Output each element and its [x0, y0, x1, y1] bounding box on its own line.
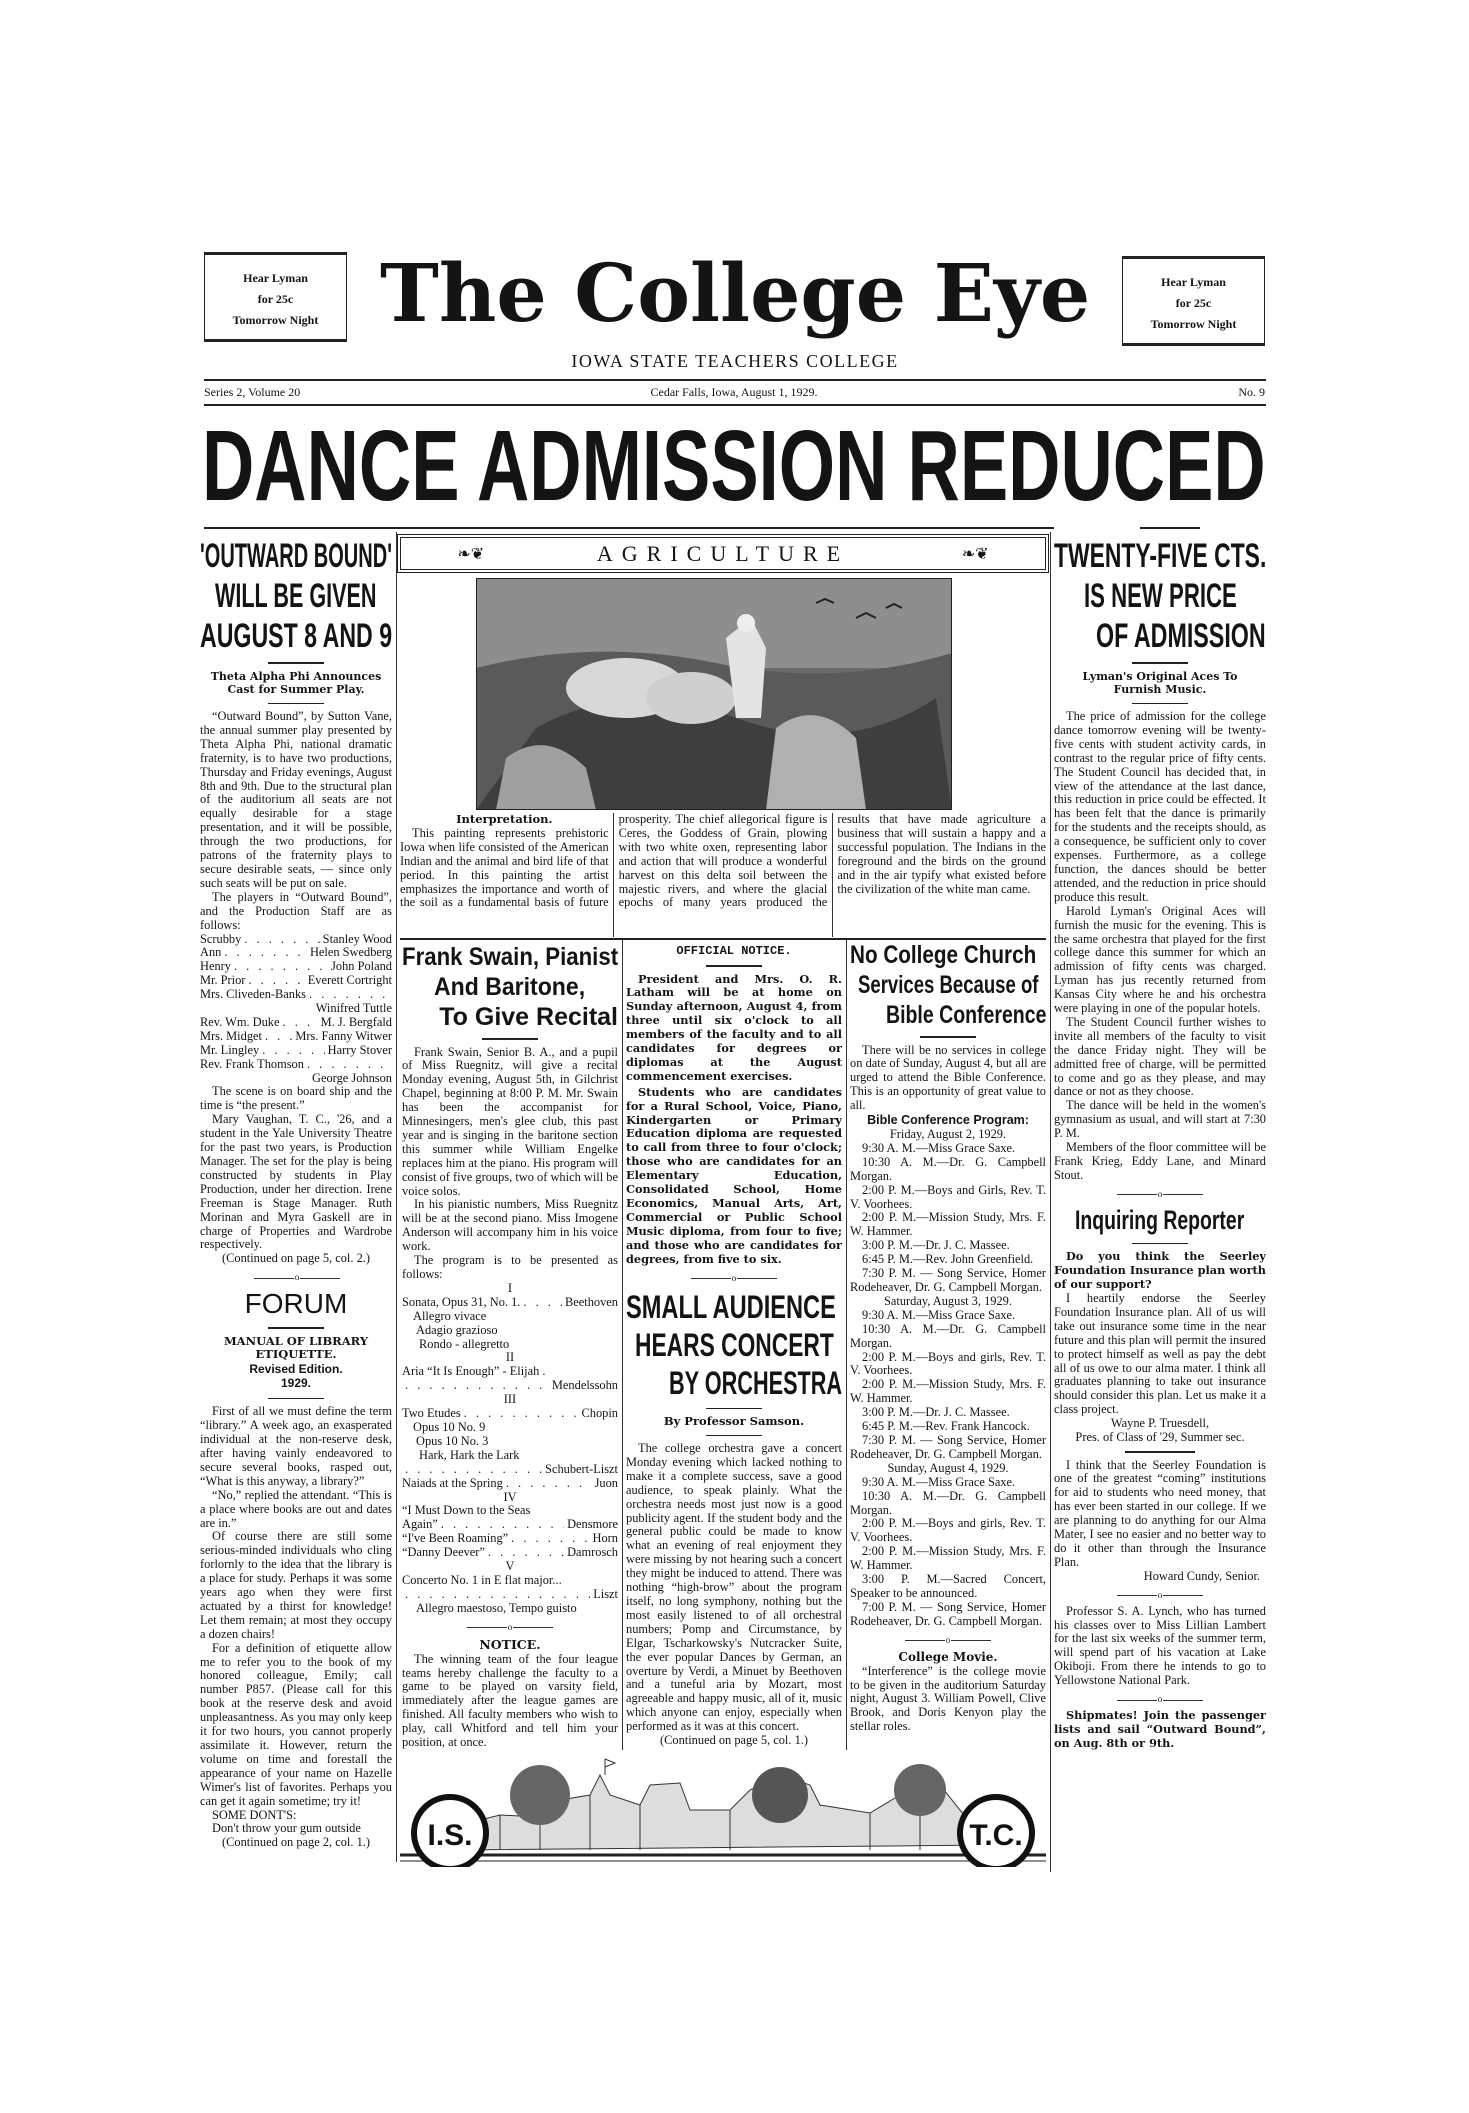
dot-leader — [224, 946, 307, 960]
shipmates-item: Shipmates! Join the passenger lists and sail “Outward Bound”, on Aug. 8th or 9th. — [1054, 1708, 1266, 1750]
dot-leader — [265, 1030, 292, 1044]
newspaper-title: The College Eye — [380, 246, 1091, 340]
painting-caption — [400, 813, 1046, 937]
program-piece: “I've Been Roaming” — [402, 1531, 509, 1546]
column-rule — [1050, 532, 1051, 1872]
program-piece: Concerto No. 1 in E flat major... — [402, 1572, 562, 1587]
right-seal-text: T.C. — [969, 1819, 1023, 1852]
program-composer: Densmore — [567, 1517, 618, 1532]
subhead: Lyman's Original Aces To Furnish Music. — [1082, 669, 1238, 696]
subhead: 1929. — [280, 1375, 312, 1390]
program-line — [402, 1574, 618, 1588]
program-piece: “I Must Down to the Seas — [402, 1503, 531, 1518]
paragraph: For a definition of etiquette allow me to refer you to the book of my honored colleague, Emily; call number P857. (Please call for this book at the reserve desk and avoid unpleasantness. As you may only keep it for two hours, you cannot properly assimilate it. However, return the volume on time and forestall the appearance of your name on Hazelle Wimer's list of favorites. Perhaps you can get it again sometime; try it! — [200, 1640, 392, 1808]
headline-line: IS NEW PRICE — [1083, 577, 1237, 615]
ear-text: Hear Lyman — [243, 271, 308, 285]
paragraph: In his pianistic numbers, Miss Ruegnitz will be at the second piano. Miss Imogene Anderson will accompany him in his voice work. — [402, 1197, 618, 1254]
program-composer: Liszt — [593, 1586, 618, 1601]
dot-leader — [405, 1463, 542, 1477]
schedule-item: 7:00 P. M. — Song Service, Homer Rodeheaver, Dr. G. Campbell Morgan. — [850, 1599, 1046, 1628]
schedule-item: 2:00 P. M.—Mission Study, Mrs. F. W. Hammer. — [850, 1377, 1046, 1406]
dateline: Cedar Falls, Iowa, August 1, 1929. — [650, 385, 818, 399]
program-line — [402, 1477, 618, 1491]
program-line — [402, 1296, 618, 1310]
schedule-item: 9:30 A. M.—Miss Grace Saxe. — [862, 1474, 1016, 1489]
cast-role: Mr. Lingley — [200, 1042, 260, 1057]
bible-schedule — [850, 1128, 1046, 1629]
paragraph: The Student Council further wishes to invite all members of the faculty to visit the dance Friday night. They will be admitted free of charge, will be permitted to come and go as they please, and may dance or not as they choose. — [1054, 1014, 1266, 1099]
column-4: No College Church Services Because of Bible Conference There will be no services in college on date of Sunday, August 4, but all are urged to attend the Bible Conference. This is an opportunity of great value to all. Bible Conference Program: Friday, August 2, 1929. 9:30 A. M.—Miss Grace Saxe. 10:30 A. M.—Dr. G. Campbell Morgan. 2:00 P. M.—Boys and Girls, Rev. T. V. Voorhees. 2:00 P. M.—Mission Study, Mrs. F. W. Hammer. 3:00 P. M.—Dr. J. C. Massee. 6:45 P. M.—Rev. John Greenfield. 7:30 P. M. — Song Service, Homer Rodeheaver, Dr. G. Campbell Morgan. Saturday, August 3, 1929. 9:30 A. M.—Miss Grace Saxe. 10:30 A. M.—Dr. G. Campbell Morgan. 2:00 P. M.—Boys and girls, Rev. T. V. Voorhees. 2:00 P. M.—Mission Study, Mrs. F. W. Hammer. 3:00 P. M.—Dr. J. C. Massee. 6:45 P. M.—Rev. Frank Hancock. 7:30 P. M. — Song Service, Homer Rodeheaver, Dr. G. Campbell Morgan. Sunday, August 4, 1929. 9:30 A. M.—Miss Grace Saxe. 10:30 A. M.—Dr. G. Campbell Morgan. 2:00 P. M.—Boys and girls, Rev. T. V. Voorhees. 2:00 P. M.—Mission Study, Mrs. F. W. Hammer. 3:00 P. M.—Sacred Concert, Speaker to be announced. 7:00 P. M. — Song Service, Homer Rodeheaver, Dr. G. Campbell Morgan. o College Movie. “Interference” is the college movie to be given in the auditorium Saturday night, August 3. William Powell, Clive Brook, and Doris Kenyon play the stellar roles. — [850, 941, 1046, 1734]
program-group-numeral: V — [505, 1559, 515, 1574]
cast-actor: Stanley Wood — [322, 931, 392, 946]
dot-leader — [262, 1044, 324, 1058]
dot-leader — [248, 974, 304, 988]
concert-article — [626, 1288, 842, 1748]
program-composer: Horn — [592, 1531, 618, 1546]
agriculture-label: AGRICULTURE — [596, 540, 850, 566]
continued-link[interactable]: (Continued on page 2, col. 1.) — [222, 1835, 370, 1850]
paragraph: “Outward Bound”, by Sutton Vane, the annual summer play presented by Theta Alpha Phi, national dramatic fraternity, is to have two productions, Thursday and Friday evenings, August 8th and 9th. Due to the structural plan of the auditorium all seats are not equally desirable for a stage presentation, and it will be possible, through the two productions, for patrons of the fraternity plays to secure desirable seats, — since only such seats will be put on sale. — [200, 709, 392, 890]
column-1: 'OUTWARD BOUND' WILL BE GIVEN AUGUST 8 AND 9 Theta Alpha Phi Announces Cast for Summer Play. “Outward Bound”, by Sutton Vane, the annual summer play presented by Theta Alpha Phi, national dramatic fraternity, is to have two productions, Thursday and Friday evenings, August 8th and 9th. Due to the structural plan of the auditorium all seats are not equally desirable for a stage presentation, and it will be possible, through the two productions, for patrons of the fraternity plays to secure desirable seats, — since only such seats will be put on sale. The players in “Outward Bound”, and the Production Staff are as follows: Scrubby . . . Stanley Wood Ann . . . Helen Swedberg Henry . . . John Poland Mr. Prior . . . Everett Cortright Mrs. Cliveden-Banks . . . Winifred Tuttle Rev. Wm. Duke . . . M. J. Bergfald Mrs. Midget . . . Mrs. Fanny Witwer Mr. Lingley . . . Harry Stover Rev. Frank Thomson . . . George Johnson The scene is on board ship and the time is “the present.” Mary Vaughan, T. C., '26, and a student in the Yale University Theatre for the past two years, is Production Manager. The set for the play is being constructed by students in Play Production, under her direction. Irene Freeman is Stage Manager. Ruth Morinan and Myra Gaskell are in charge of Properties and Wardrobe respectively. (Continued on page 5, col. 2.) o FORUM MANUAL OF LIBRARY ETIQUETTE. Revised Edition. 1929. First of all we must define the term “library.” A week ago, an exasperated individual at the non-reserve desk, after having vainly endeavored to secure several books, rasped out, “What is this anyway, a library?” “No,” replied the attendant. “This is a place where books are out and dates are in.” Of course there are still some serious-minded individuals who cling forlornly to the idea that the library is a place for study. Perhaps it was some years ago when they were first actuated by a thirst for knowledge! Let them remain; at most they occupy a dozen chairs! For a definition of etiquette allow me to refer you to the book of my honored colleague, Emily; call number P857. (Please call for this book at the reserve desk and avoid unpleasantness. As you may only keep it for two hours, you cannot properly assimilate it. However, return the volume on time and forestall the appearance of your name on Hazelle Wimer's list of favorites. Perhaps you can get it again sometime; try it! SOME DONT'S: Don't throw your gum outside (Continued on page 2, col. 1.) — [200, 536, 392, 1862]
program-piece: Two Etudes — [402, 1406, 461, 1421]
paragraph: The college orchestra gave a concert Monday evening which lacked nothing to make it a complete success, save a good audience, to speak plainly. What the orchestra needs most just now is a good publicity agent. If the student body and the general public could be made to know what an evening of real enjoyment they were missing by not hearing such a concert they might be induced to attend. There was nothing “high-brow” about the program itself, no long symphony, nothing but the most easily listened to of all orchestral numbers; Pomp and Circumstance, by Elgar, Tscharkowsky's Nutcracker Suite, the ever popular Dances by German, an overture by Verdi, a Minuet by Beethoven and a tuneful aria by Mozart, most agreeable and happy music, all of it, music which anyone can enjoy, especially when performed as it was at this concert. — [626, 1441, 842, 1734]
subhead: Revised Edition. — [249, 1361, 343, 1376]
program-composer: Chopin — [581, 1406, 618, 1421]
program-composer: Damrosch — [567, 1545, 618, 1560]
program-piece: “Danny Deever” — [402, 1545, 485, 1560]
dot-leader — [234, 960, 328, 974]
program-piece: Opus 10 No. 9 — [413, 1419, 486, 1434]
program-line — [402, 1435, 618, 1449]
church-article — [850, 940, 1046, 1629]
schedule-day: Friday, August 2, 1929. — [889, 1127, 1007, 1142]
cast-row — [200, 1030, 392, 1044]
program-piece: Aria “It Is Enough” - Elijah . — [402, 1364, 546, 1379]
dot-leader — [441, 1518, 564, 1532]
cast-role: Henry — [200, 959, 231, 974]
cast-actor: M. J. Bergfald — [320, 1014, 392, 1029]
program-title: Bible Conference Program: — [867, 1113, 1029, 1128]
program-piece: Allegro maestoso, Tempo guisto — [416, 1600, 577, 1615]
column-rule — [396, 532, 397, 1862]
inquiring-reporter — [1054, 1204, 1266, 1584]
masthead-rule — [204, 379, 1266, 381]
paragraph: Students who are candidates for a Rural School, Voice, Piano, Kindergarten or Primary Education diploma are requested to call from three to four o'clock; those who are candidates for an Elementary Education, Consolidated School, Home Economics, Manual Arts, Art, Commercial or Public School Music diploma, from four to five; and those who are candidates for degrees, from five to six. — [626, 1084, 842, 1266]
forum-article — [200, 1287, 392, 1850]
paragraph: President and Mrs. O. R. Latham will be at home on Sunday afternoon, August 4, from three until six o'clock to all members of the faculty and to all candidates for degrees or diplomas at the August commencement exercises. — [626, 971, 842, 1083]
paragraph: I heartily endorse the Seerley Foundation Insurance plan. All of us will take out insurance some time in the near future and this plan will permit the insured to protect himself as well as pay the debt all of us owe to our alma mater. I think all graduates planning to take out insurance should consider this plan. Let us make it a class project. — [1054, 1291, 1266, 1417]
cast-actor: Winifred Tuttle — [315, 1001, 392, 1016]
cast-role: Scrubby — [200, 931, 242, 946]
official-notice-title: OFFICIAL NOTICE. — [676, 944, 792, 958]
paragraph: The program is to be presented as follows: — [402, 1253, 618, 1281]
cast-actor: John Poland — [331, 959, 392, 974]
banner-rule — [204, 527, 1054, 529]
nameplate — [380, 244, 1090, 342]
notice-article — [402, 1637, 618, 1750]
headline-line: BY ORCHESTRA — [668, 1364, 842, 1401]
program-line — [402, 1532, 618, 1546]
program-line — [402, 1463, 618, 1477]
paragraph: Of course there are still some serious-minded individuals who cling forlornly to the idea that the library is a place for study. Perhaps it was some years ago when they were first actuated by a thirst for knowledge! Let them remain; at most they occupy a dozen chairs! — [200, 1529, 392, 1641]
headline-line: No College Church — [850, 941, 1037, 969]
subhead: MANUAL OF LIBRARY ETIQUETTE. — [223, 1333, 369, 1362]
cast-row — [200, 1044, 392, 1058]
lynch-item: Professor S. A. Lynch, who has turned his classes over to Miss Lillian Lambert for the last six weeks of the summer term, will spend part of his vacation at Lake Okiboji. From there he intends to go to Yellowstone National Park. — [1054, 1603, 1266, 1688]
continued-link[interactable]: (Continued on page 5, col. 2.) — [222, 1251, 370, 1266]
program-piece: Naiads at the Spring — [402, 1475, 503, 1490]
caption-text: This painting represents prehistoric Iowa when life consisted of the American Indian and the animal and bird life of that period. In this painting the artist emphasizes the importance and worth of the soil as a fundamental basis of future prosperity. The chief allegorical figure is Ceres, the Goddess of Grain, plowing with two white oxen, representing labor and action that will produce a wonderful harvest on this delta soil between the majestic rivers, and where the glacial epochs of many years produced the results that have made agriculture a business that will sustain a happy and a successful population. The Indians in the foreground and the birds on the ground and in the air typify what existed before the civilization of the white man came. — [400, 813, 1046, 910]
official-notice — [626, 944, 842, 1267]
cast-list — [200, 933, 392, 1086]
cast-row — [200, 960, 392, 974]
program-line — [402, 1588, 618, 1602]
paragraph: The players in “Outward Bound”, and the Production Staff are as follows: — [200, 889, 392, 932]
cast-actor: Everett Cortright — [307, 973, 392, 988]
schedule-item: 2:00 P. M.—Mission Study, Mrs. F. W. Hammer. — [850, 1544, 1046, 1573]
schedule-day: Saturday, August 3, 1929. — [884, 1293, 1012, 1308]
schedule-item: 6:45 P. M.—Rev. Frank Hancock. — [862, 1419, 1030, 1434]
signature: Howard Cundy, Senior. — [1143, 1568, 1260, 1583]
question: Do you think the Seerley Foundation Insurance plan worth of our support? — [1054, 1249, 1266, 1292]
program-line — [402, 1407, 618, 1421]
cast-actor: Harry Stover — [327, 1042, 392, 1057]
cast-row — [200, 946, 392, 960]
program-group-numeral: I — [507, 1280, 513, 1295]
caption-title: Interpretation. — [456, 813, 553, 826]
signature-title: Pres. of Class of '29, Summer sec. — [1075, 1430, 1245, 1445]
paragraph: Don't throw your gum outside — [212, 1821, 361, 1836]
ear-text: Hear Lyman — [1161, 275, 1226, 289]
cast-row — [200, 974, 392, 988]
program-piece: Again” — [402, 1517, 438, 1532]
headline-line: Bible Conference — [885, 1001, 1046, 1029]
schedule-item: 7:30 P. M. — Song Service, Homer Rodeheaver, Dr. G. Campbell Morgan. — [850, 1432, 1046, 1461]
ear-box-right — [1122, 256, 1265, 346]
schedule-item: 2:00 P. M.—Boys and girls, Rev. T. V. Voorhees. — [850, 1516, 1046, 1545]
series-volume: Series 2, Volume 20 — [204, 385, 301, 399]
program-line — [402, 1602, 618, 1616]
cast-actor: Mrs. Fanny Witwer — [295, 1028, 392, 1043]
program-composer: Mendelssohn — [551, 1378, 618, 1393]
schedule-item: 3:00 P. M.—Sacred Concert, Speaker to be announced. — [850, 1572, 1046, 1600]
paragraph: SOME DONT'S: — [212, 1807, 297, 1822]
program-line — [402, 1518, 618, 1532]
paragraph: First of all we must define the term “library.” A week ago, an exasperated individual at the non-reserve desk, after having vainly endeavored to secure several books, rasped out, “What is this anyway, a library?” — [200, 1404, 392, 1488]
movie-title: College Movie. — [898, 1649, 998, 1664]
paragraph: There will be no services in college on date of Sunday, August 4, but all are urged to attend the Bible Conference. This is an opportunity of great value to all. — [850, 1042, 1046, 1113]
schedule-day: Sunday, August 4, 1929. — [887, 1460, 1009, 1475]
program-line — [402, 1338, 618, 1352]
schedule-item: 2:00 P. M.—Boys and Girls, Rev. T. V. Voorhees. — [850, 1182, 1046, 1211]
schedule-item: 10:30 A. M.—Dr. G. Campbell Morgan. — [850, 1321, 1046, 1350]
schedule-item: 2:00 P. M.—Boys and girls, Rev. T. V. Voorhees. — [850, 1349, 1046, 1378]
headline-line: 'OUTWARD BOUND' — [200, 537, 392, 575]
program-piece: Rondo - allegretto — [419, 1336, 510, 1351]
dot-leader — [523, 1296, 562, 1310]
headline-line: HEARS CONCERT — [634, 1326, 834, 1363]
ear-text: Tomorrow Night — [232, 313, 319, 327]
program-line — [402, 1379, 618, 1393]
paragraph: Harold Lyman's Original Aces will furnish the music for the evening. This is the same orchestra that played for the first college dance this summer for which an admission of fifty cents was charged. Lyman has jus recently returned from Kansas City where he and his orchestra were playing in one of the popular hotels. — [1054, 903, 1266, 1016]
left-seal-text: I.S. — [427, 1819, 473, 1852]
campus-banner — [400, 1755, 1046, 1867]
program-piece: Sonata, Opus 31, No. 1. — [402, 1294, 521, 1309]
cast-actor: Helen Swedberg — [309, 945, 392, 960]
ornament-icon: ❧❦ — [961, 543, 989, 563]
program-line — [402, 1504, 618, 1518]
paragraph: The dance will be held in the women's gymnasium as usual, and will start at 7:30 P. M. — [1054, 1098, 1266, 1141]
dot-leader — [283, 1016, 318, 1030]
signature: Wayne P. Truesdell, — [1110, 1416, 1210, 1431]
headline-line: SMALL AUDIENCE — [626, 1288, 836, 1325]
schedule-item: 6:45 P. M.—Rev. John Greenfield. — [862, 1252, 1034, 1267]
schedule-item: 3:00 P. M.—Dr. J. C. Massee. — [862, 1405, 1010, 1420]
dot-leader — [307, 1058, 389, 1072]
cast-actor: George Johnson — [312, 1070, 392, 1085]
cast-row — [200, 1016, 392, 1030]
program-piece: Hark, Hark the Lark — [419, 1447, 520, 1462]
subhead: Theta Alpha Phi Announces Cast for Summer Play. — [210, 669, 382, 696]
cast-role: Mrs. Midget — [200, 1028, 262, 1043]
program-composer: Schubert-Liszt — [545, 1461, 618, 1476]
program-group-numeral: II — [505, 1350, 515, 1365]
cast-role: Mrs. Cliveden-Banks — [200, 987, 306, 1002]
paragraph: “No,” replied the attendant. “This is a place where books are out and dates are in.” — [200, 1487, 392, 1530]
headline-line: Services Because of — [857, 971, 1039, 999]
program-piece: Adagio grazioso — [416, 1322, 498, 1337]
program-composer: Beethoven — [565, 1294, 618, 1309]
program-line — [402, 1546, 618, 1560]
schedule-item: 7:30 P. M. — Song Service, Homer Rodeheaver, Dr. G. Campbell Morgan. — [850, 1266, 1046, 1294]
movie-article — [850, 1650, 1046, 1735]
column-3: OFFICIAL NOTICE. President and Mrs. O. R. Latham will be at home on Sunday afternoon, August 4, from three until six o'clock to all members of the faculty and to all candidates for degrees or diplomas at the August commencement exercises. Students who are candidates for a Rural School, Voice, Piano, Kindergarten or Primary Education diploma are requested to call from three to four o'clock; those who are candidates for an Elementary Education, Consolidated School, Home Economics, Manual Arts, Art, Commercial or Public School Music diploma, from four to five; and those who are candidates for degrees, from five to six. o SMALL AUDIENCE HEARS CONCERT BY ORCHESTRA By Professor Samson. The college orchestra gave a concert Monday evening which lacked nothing to make it a complete success, save a good audience, to speak plainly. What the orchestra needs most just now is a good publicity agent. If the student body and the general public could be made to know what an evening of real enjoyment they were missing by not hearing such a concert they might be induced to attend. There was nothing “high-brow” about the program itself, no long symphony, nothing but the most easily listened to of all orchestral numbers; Pomp and Circumstance, by Elgar, Tscharkowsky's Nutcracker Suite, the ever popular Dances by German, an overture by Verdi, a Minuet by Beethoven and a tuneful aria by Mozart, most agreeable and happy music, all of it, music which anyone can enjoy, especially when performed as it was at this concert. (Continued on page 5, col. 1.) — [626, 944, 842, 1748]
outward-bound-article — [200, 536, 392, 1266]
cast-row — [200, 933, 392, 947]
schedule-item: 2:00 P. M.—Mission Study, Mrs. F. W. Hammer. — [850, 1210, 1046, 1239]
program-line — [402, 1449, 618, 1463]
agriculture-painting — [476, 578, 952, 810]
cast-role: Ann — [200, 945, 222, 960]
program-line — [402, 1365, 618, 1379]
cast-role: Mr. Prior — [200, 973, 246, 988]
cast-role: Rev. Wm. Duke — [200, 1014, 280, 1029]
paragraph: The winning team of the four league teams hereby challenge the faculty to a game to be played on varsity field, immediately after the league games are finished. All faculty members who wish to play, call Whitford and tell him your position, at once. — [402, 1651, 618, 1750]
forum-title: FORUM — [244, 1288, 348, 1320]
dot-leader — [511, 1532, 589, 1546]
banner-headline: DANCE ADMISSION REDUCED — [202, 410, 1266, 522]
banner-headline-wrap — [202, 408, 1266, 524]
program-piece: Allegro vivace — [413, 1308, 487, 1323]
headline-line: Inquiring Reporter — [1075, 1204, 1245, 1235]
dot-leader — [506, 1477, 592, 1491]
program-line — [402, 1310, 618, 1324]
recital-program — [402, 1282, 618, 1616]
headline-line: TWENTY-FIVE CTS. — [1054, 537, 1266, 575]
program-group-numeral: III — [503, 1392, 517, 1407]
ear-text: Tomorrow Night — [1150, 317, 1237, 331]
dot-leader — [405, 1379, 549, 1393]
paragraph: I think that the Seerley Foundation is one of the greatest “coming” institutions for aid to students who need money, that has ever been started in our college. If we are planning to do anything for our Alma Mater, I see no easier and no better way to do it other than through the Insurance Plan. — [1054, 1457, 1266, 1569]
dot-leader — [309, 988, 389, 1002]
ear-text: for 25c — [257, 292, 294, 306]
headline-line: Frank Swain, Pianist — [402, 943, 618, 971]
paragraph: Frank Swain, Senior B. A., and a pupil of Miss Ruegnitz, will give a recital Monday evening, August 5th, in Gilchrist Chapel, beginning at 8:00 P. M. Mr. Swain has been the accompanist for Minnesingers, men's glee club, this past year and is singing in the baritone section this summer while William Engelke replaces him at the piano. His program will consist of five groups, two of which will be voice solos. — [402, 1044, 618, 1198]
ornament-icon: ❧❦ — [457, 543, 485, 563]
banner-rule-right — [1140, 527, 1200, 529]
headline-line: To Give Recital — [439, 1003, 618, 1031]
paragraph: “Interference” is the college movie to be given in the auditorium Saturday night, August 3. William Powell, Clive Brook, and Doris Kenyon play the stellar roles. — [850, 1663, 1046, 1734]
schedule-item: 10:30 A. M.—Dr. G. Campbell Morgan. — [850, 1488, 1046, 1517]
dance-article — [1054, 536, 1266, 1183]
cast-role: Rev. Frank Thomson — [200, 1056, 304, 1071]
byline: By Professor Samson. — [663, 1414, 805, 1429]
headline-line: WILL BE GIVEN — [215, 577, 377, 615]
program-line — [402, 1324, 618, 1338]
schedule-item: 10:30 A. M.—Dr. G. Campbell Morgan. — [850, 1154, 1046, 1183]
dot-leader — [464, 1407, 579, 1421]
column-2: Frank Swain, Pianist And Baritone, To Give Recital Frank Swain, Senior B. A., and a pupil of Miss Ruegnitz, will give a recital Monday evening, August 5th, in Gilchrist Chapel, beginning at 8:00 P. M. Mr. Swain has been the accompanist for Minnesingers, men's glee club, this past year and is singing in the baritone section this summer while William Engelke replaces him at the piano. His program will consist of five groups, two of which will be voice solos. In his pianistic numbers, Miss Ruegnitz will be at the second piano. Miss Imogene Anderson will accompany him in his voice work. The program is to be presented as follows: I Sonata, Opus 31, No. 1. . . . Beethoven Allegro vivace Adagio grazioso Rondo - allegretto II Aria “It Is Enough” - Elijah . . . . Mendelssohn III Two Etudes . . . Chopin Opus 10 No. 9 Opus 10 No. 3 Hark, Hark the Lark . . . Schubert-Liszt Naiads at the Spring . . . Juon IV “I Must Down to the Seas Again” . . . Densmore “I've Been Roaming” . . . Horn “Danny Deever” . . . Damrosch V Concerto No. 1 in E flat major... . . . Liszt Allegro maestoso, Tempo guisto o NOTICE. The winning team of the four league teams hereby challenge the faculty to a game to be played on varsity field, immediately after the league games are finished. All faculty members who wish to play, call Whitford and tell him your position, at once. — [402, 942, 618, 1752]
schedule-item: 3:00 P. M.—Dr. J. C. Massee. — [862, 1238, 1010, 1253]
program-line — [402, 1421, 618, 1435]
column-5: TWENTY-FIVE CTS. IS NEW PRICE OF ADMISSION Lyman's Original Aces To Furnish Music. The price of admission for the college dance tomorrow evening will be twenty-five cents with student activity cards, in contrast to the regular price of fifty cents. The Student Council has decided that, in view of the attendance at the last dance, this reduction in price could be effected. It has been felt that the dance is primarily for the students and the receipts should, as a consequence, be sufficient only to cover expenses. Furthermore, as a college function, the dances should be better attended, and the reduction in price should produce this result. Harold Lyman's Original Aces will furnish the music for the evening. This is the same orchestra that played for the first college dance this summer for which an admission of fifty cents was charged. Lyman has jus recently returned from Kansas City where he and his orchestra were playing in one of the popular hotels. The Student Council further wishes to invite all members of the faculty to visit the dance Friday night. They will be admitted free of charge, will be permitted to come and go as they please, and may dance or not as they choose. The dance will be held in the women's gymnasium as usual, and will start at 7:30 P. M. Members of the floor committee will be Frank Krieg, Eddy Lane, and Minard Stout. o Inquiring Reporter Do you think the Seerley Foundation Insurance plan worth of our support? I heartily endorse the Seerley Foundation Insurance plan. All of us will take out insurance some time in the near future and this plan will permit the insured to protect himself as well as pay the debt all of us owe to our alma mater. I think all graduates planning to take out insurance should consider this plan. Let us make it a class project. Wayne P. Truesdell, Pres. of Class of '29, Summer sec. I think that the Seerley Foundation is one of the greatest “coming” institutions for aid to students who need money, that has ever been started in our college. If we are planning to do anything for our Alma Mater, I see no easier and no better way to do it other than through the Insurance Plan. Howard Cundy, Senior. o Professor S. A. Lynch, who has turned his classes over to Miss Lillian Lambert for the last six weeks of the summer term, will spend part of his vacation at Lake Okiboji. From there he intends to go to Yellowstone National Park. o Shipmates! Join the passenger lists and sail “Outward Bound”, on Aug. 8th or 9th. — [1054, 537, 1266, 1750]
paragraph: Mary Vaughan, T. C., '26, and a student in the Yale University Theatre for the past two years, is Production Manager. The set for the play is being constructed by students in Play Production, under her direction. Irene Freeman is Stage Manager. Ruth Morinan and Myra Gaskell are in charge of Properties and Wardrobe respectively. — [200, 1112, 392, 1252]
program-composer: Juon — [594, 1475, 618, 1490]
notice-title: NOTICE. — [479, 1636, 541, 1652]
paragraph: The price of admission for the college dance tomorrow evening will be twenty-five cents with student activity cards, in contrast to the regular price of fifty cents. The Student Council has decided that, in view of the attendance at the last dance, this reduction in price could be effected. It has been felt that the dance is primarily for the students and the receipts should, as a consequence, be sufficient only to cover expenses. Furthermore, as a college function, the dances should be better attended, and the reduction in price should produce this result. — [1054, 709, 1266, 904]
schedule-item: 9:30 A. M.—Miss Grace Saxe. — [862, 1140, 1016, 1155]
headline-line: And Baritone, — [434, 973, 586, 1001]
college-name: IOWA STATE TEACHERS COLLEGE — [571, 351, 899, 371]
ear-box-left — [204, 252, 347, 342]
dot-leader — [244, 933, 319, 947]
schedule-item: 9:30 A. M.—Miss Grace Saxe. — [862, 1307, 1016, 1322]
cast-row — [200, 988, 392, 1016]
dot-leader — [488, 1546, 564, 1560]
headline-line: OF ADMISSION — [1096, 617, 1266, 655]
dot-leader — [405, 1588, 590, 1602]
dateline-rule — [204, 404, 1266, 406]
cast-row — [200, 1058, 392, 1086]
headline-line: AUGUST 8 AND 9 — [200, 617, 392, 655]
issue-number: No. 9 — [1238, 385, 1265, 399]
agriculture-label-box — [400, 537, 1046, 570]
program-piece: Opus 10 No. 3 — [416, 1433, 489, 1448]
program-group-numeral: IV — [503, 1489, 517, 1504]
paragraph: Members of the floor committee will be Frank Krieg, Eddy Lane, and Minard Stout. — [1054, 1140, 1266, 1182]
column-rule — [622, 940, 623, 1750]
swain-article — [402, 942, 618, 1616]
ear-text: for 25c — [1175, 296, 1212, 310]
column-rule — [846, 940, 847, 1750]
paragraph: The scene is on board ship and the time is “the present.” — [200, 1084, 392, 1113]
continued-link[interactable]: (Continued on page 5, col. 1.) — [660, 1733, 808, 1748]
